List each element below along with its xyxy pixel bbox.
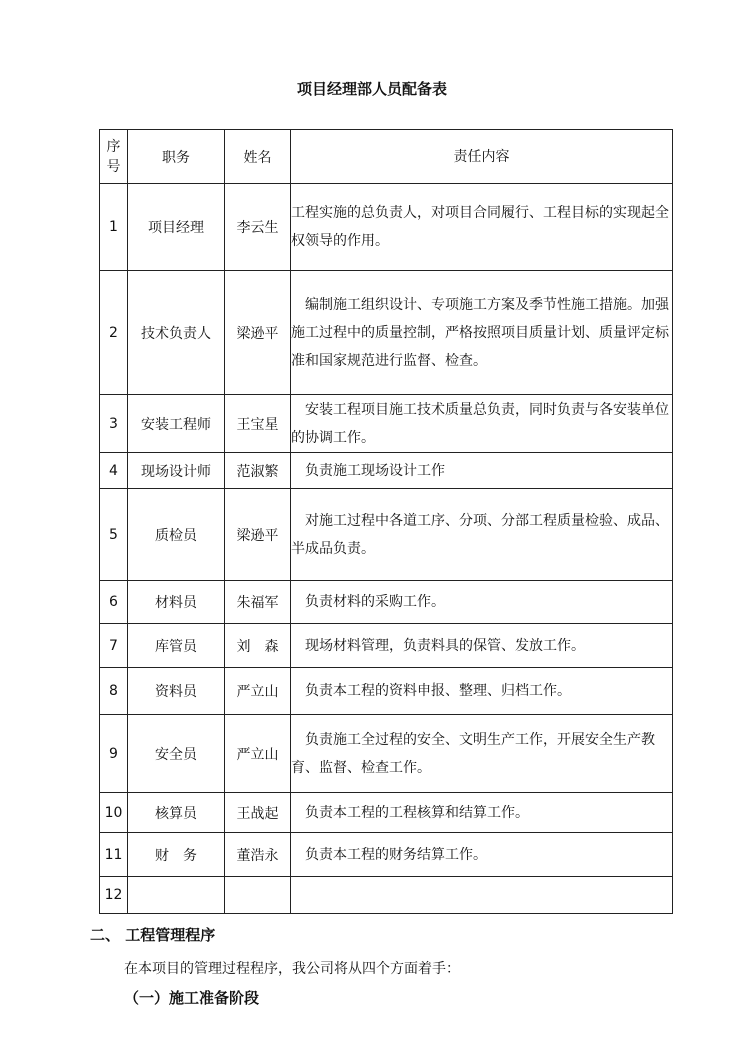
row-duty: 负责材料的采购工作。 — [291, 581, 673, 624]
document-title: 项目经理部人员配备表 — [296, 80, 447, 98]
staff-table — [99, 129, 673, 914]
row-duty: 安装工程项目施工技术质量总负责，同时负责与各安装单位的协调工作。 — [291, 395, 673, 453]
row-name: 梁逊平 — [225, 271, 291, 395]
row-no: 2 — [100, 271, 128, 395]
table-row — [100, 184, 673, 271]
row-no: 5 — [100, 489, 128, 581]
header-role: 职务 — [128, 130, 225, 184]
row-no: 8 — [100, 668, 128, 715]
row-name: 严立山 — [225, 668, 291, 715]
row-no: 1 — [100, 184, 128, 271]
table-row — [100, 793, 673, 833]
row-no: 6 — [100, 581, 128, 624]
row-name: 严立山 — [225, 715, 291, 793]
row-name: 范淑繁 — [225, 453, 291, 489]
header-no — [100, 130, 128, 184]
row-no: 3 — [100, 395, 128, 453]
row-role: 安装工程师 — [128, 395, 225, 453]
row-duty: 负责施工现场设计工作 — [291, 453, 673, 489]
row-duty: 负责本工程的工程核算和结算工作。 — [291, 793, 673, 833]
row-no: 9 — [100, 715, 128, 793]
table-row — [100, 453, 673, 489]
row-name: 董浩永 — [225, 833, 291, 877]
table-row — [100, 395, 673, 453]
row-no: 11 — [100, 833, 128, 877]
row-name: 李云生 — [225, 184, 291, 271]
table-row — [100, 877, 673, 914]
row-role: 技术负责人 — [128, 271, 225, 395]
row-role — [128, 877, 225, 914]
row-no: 4 — [100, 453, 128, 489]
section-heading: 二、 工程管理程序 — [90, 926, 216, 944]
subsection-heading: （一）施工准备阶段 — [124, 989, 260, 1007]
row-name — [225, 877, 291, 914]
row-no: 10 — [100, 793, 128, 833]
header-no-line2: 号 — [106, 158, 121, 175]
row-role: 项目经理 — [128, 184, 225, 271]
row-duty — [291, 877, 673, 914]
row-duty: 负责施工全过程的安全、文明生产工作，开展安全生产教育、监督、检查工作。 — [291, 715, 673, 793]
row-role: 质检员 — [128, 489, 225, 581]
table-row — [100, 833, 673, 877]
row-role: 资料员 — [128, 668, 225, 715]
row-duty: 负责本工程的资料申报、整理、归档工作。 — [291, 668, 673, 715]
row-name: 梁逊平 — [225, 489, 291, 581]
row-duty: 编制施工组织设计、专项施工方案及季节性施工措施。加强施工过程中的质量控制，严格按照项目质量计划、质量评定标准和国家规范进行监督、检查。 — [291, 271, 673, 395]
row-duty: 现场材料管理，负责料具的保管、发放工作。 — [291, 624, 673, 668]
row-name: 朱福军 — [225, 581, 291, 624]
table-row — [100, 271, 673, 395]
table-row — [100, 581, 673, 624]
table-row — [100, 668, 673, 715]
table-row — [100, 489, 673, 581]
header-name: 姓名 — [225, 130, 291, 184]
row-role: 材料员 — [128, 581, 225, 624]
row-role: 核算员 — [128, 793, 225, 833]
row-role: 库管员 — [128, 624, 225, 668]
row-name: 王宝星 — [225, 395, 291, 453]
row-name: 刘 森 — [225, 624, 291, 668]
row-duty: 工程实施的总负责人，对项目合同履行、工程目标的实现起全权领导的作用。 — [291, 184, 673, 271]
row-role: 现场设计师 — [128, 453, 225, 489]
table-row — [100, 624, 673, 668]
row-role: 财 务 — [128, 833, 225, 877]
row-no: 7 — [100, 624, 128, 668]
row-no: 12 — [100, 877, 128, 914]
table-header-row — [100, 130, 673, 184]
row-name: 王战起 — [225, 793, 291, 833]
header-duty: 责任内容 — [291, 130, 673, 184]
row-duty: 对施工过程中各道工序、分项、分部工程质量检验、成品、半成品负责。 — [291, 489, 673, 581]
table-row — [100, 715, 673, 793]
row-role: 安全员 — [128, 715, 225, 793]
header-no-line1: 序 — [106, 138, 121, 155]
body-paragraph: 在本项目的管理过程程序，我公司将从四个方面着手： — [124, 961, 460, 977]
row-duty: 负责本工程的财务结算工作。 — [291, 833, 673, 877]
